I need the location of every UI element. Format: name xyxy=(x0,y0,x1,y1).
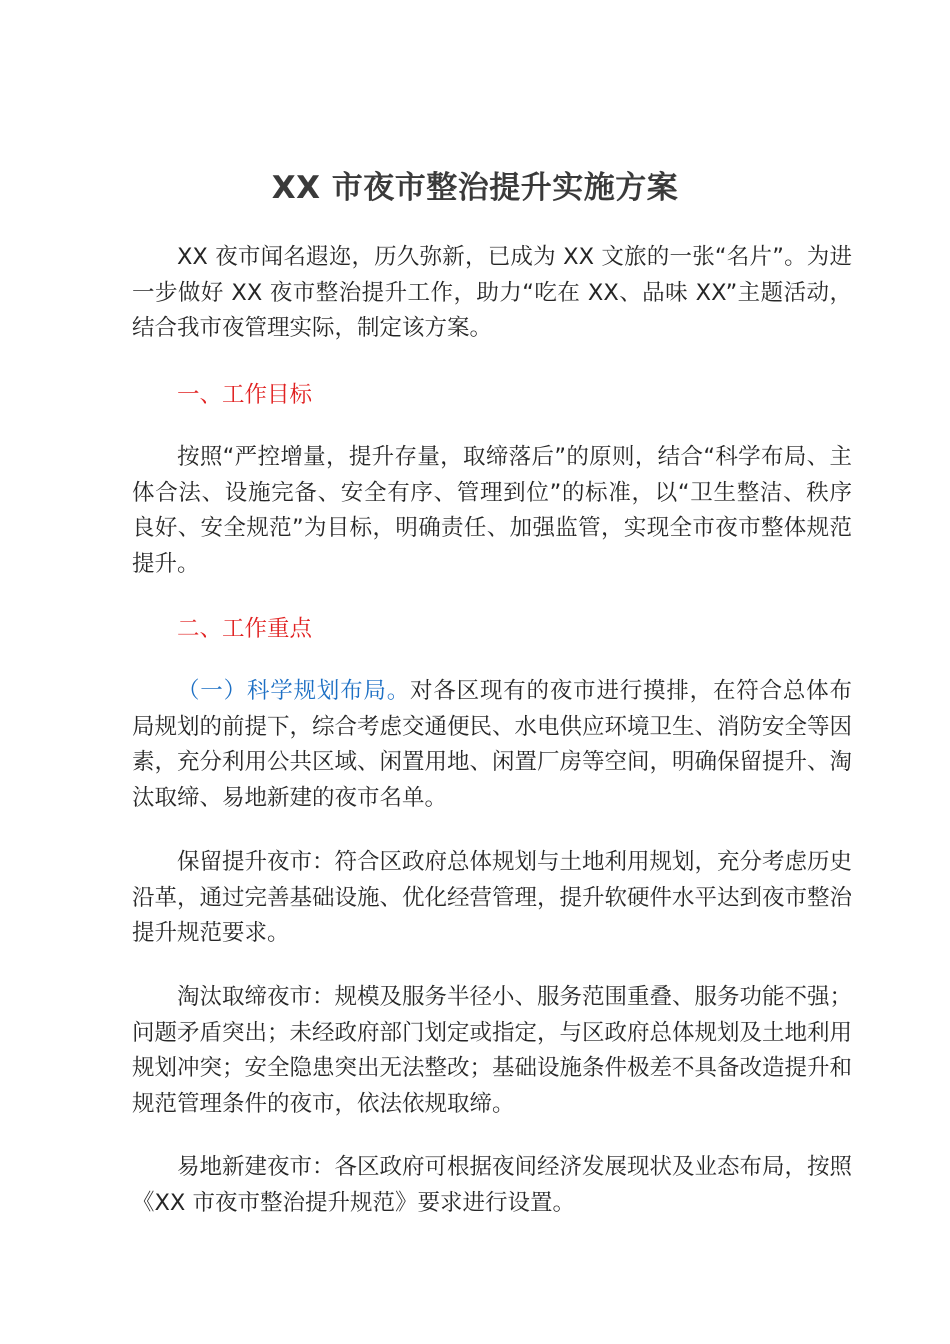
relocate-paragraph: 易地新建夜市：各区政府可根据夜间经济发展现状及业态布局，按照《XX 市夜市整治提升规范》要求进行设置。 xyxy=(132,1154,853,1216)
planning-paragraph xyxy=(132,674,852,816)
section-heading-work-goals: 一、工作目标 xyxy=(177,382,313,408)
section-heading-work-focus: 二、工作重点 xyxy=(177,616,313,642)
work-goals-paragraph: 按照“严控增量，提升存量，取缔落后”的原则，结合“科学布局、主体合法、设施完备、安全有序、管理到位”的标准，以“卫生整洁、秩序良好、安全规范”为目标，明确责任、加强监管，实现全市夜市整体规范提升。 xyxy=(132,444,852,577)
intro-paragraph: XX 夜市闻名遐迩，历久弥新，已成为 XX 文旅的一张“名片”。为进一步做好 XX 夜市整治提升工作，助力“吃在 XX、品味 XX”主题活动，结合我市夜管理实际，制定该方案。 xyxy=(132,244,852,341)
planning-item-body: 对各区现有的夜市进行摸排，在符合总体布局规划的前提下，综合考虑交通便民、水电供应环境卫生、消防安全等因素，充分利用公共区域、闲置用地、闲置厂房等空间，明确保留提升、淘汰取缔、易地新建的夜市名单。 xyxy=(132,678,853,811)
eliminate-paragraph: 淘汰取缔夜市：规模及服务半径小、服务范围重叠、服务功能不强；问题矛盾突出；未经政府部门划定或指定，与区政府总体规划及土地利用规划冲突；安全隐患突出无法整改；基础设施条件极差不具备改造提升和规范管理条件的夜市，依法依规取缔。 xyxy=(132,984,853,1117)
retain-upgrade-paragraph: 保留提升夜市：符合区政府总体规划与土地利用规划，充分考虑历史沿革，通过完善基础设施、优化经营管理，提升软硬件水平达到夜市整治提升规范要求。 xyxy=(132,849,853,946)
page-title: XX 市夜市整治提升实施方案 xyxy=(271,170,679,206)
planning-item-label: （一）科学规划布局。 xyxy=(177,678,411,704)
